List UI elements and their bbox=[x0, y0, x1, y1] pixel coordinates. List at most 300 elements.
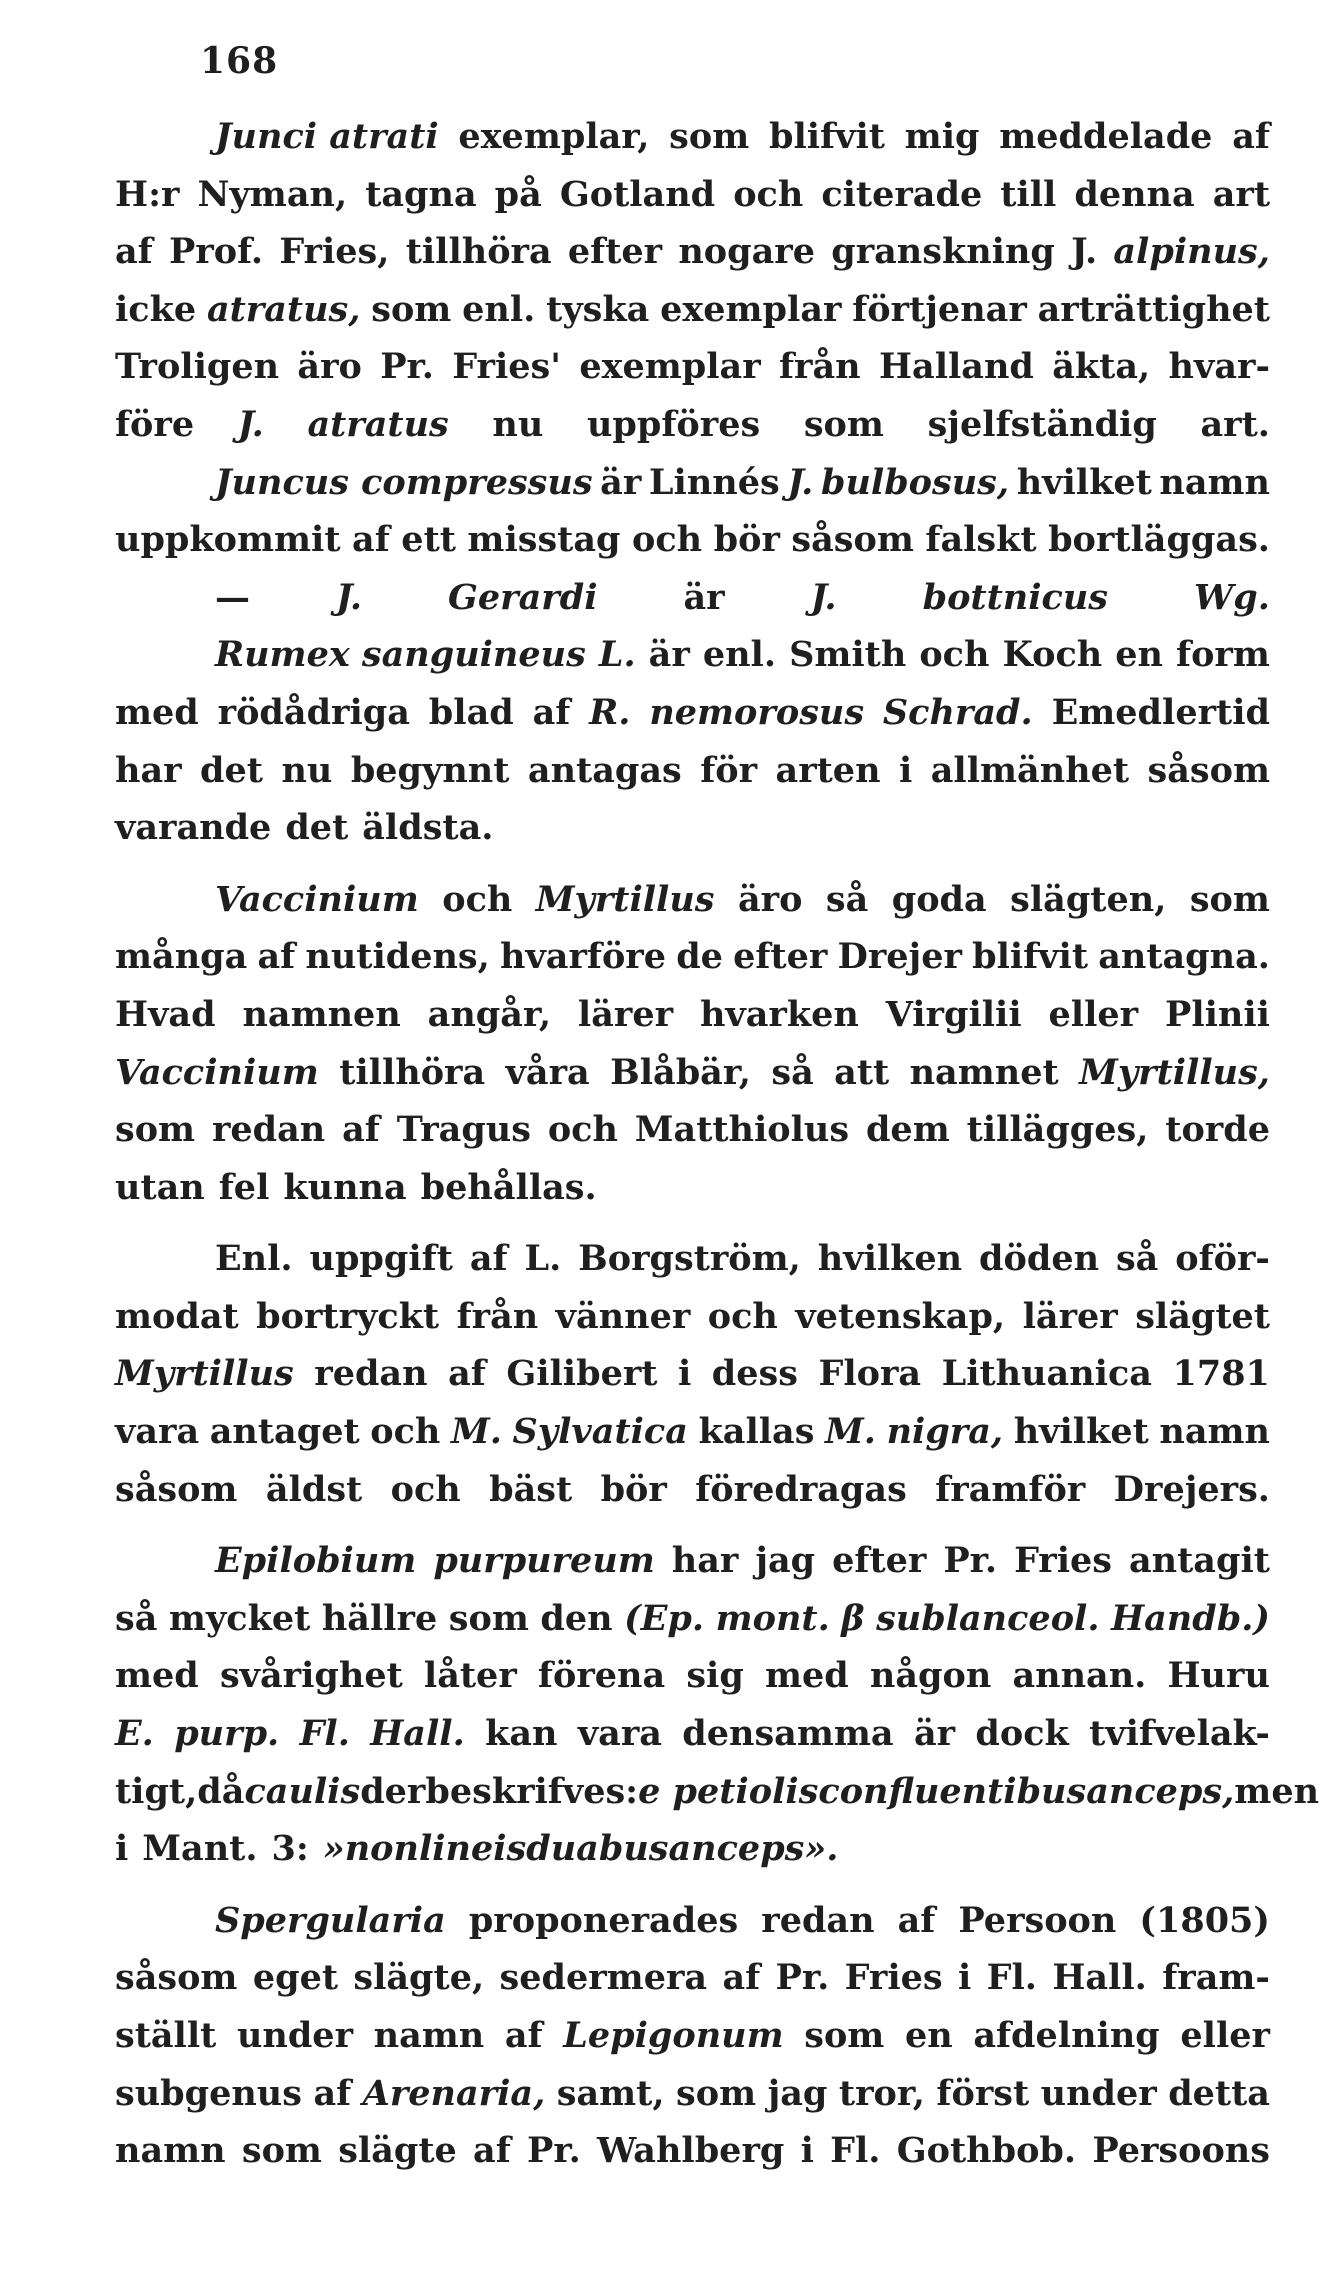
word: Tragus bbox=[396, 1109, 531, 1151]
text-line bbox=[115, 166, 1270, 224]
word: Handb.) bbox=[1111, 1597, 1270, 1639]
word: i bbox=[898, 749, 913, 791]
word: äro bbox=[297, 346, 362, 388]
word: uppkommit bbox=[115, 519, 341, 561]
word: eget bbox=[252, 1957, 339, 1999]
word: dock bbox=[975, 1713, 1069, 1755]
word: J. bbox=[335, 576, 363, 618]
word: Persoon bbox=[958, 1899, 1117, 1941]
word: af bbox=[352, 519, 390, 561]
word: R. bbox=[589, 691, 631, 733]
word: 3: bbox=[271, 1828, 309, 1870]
word: har bbox=[671, 1540, 739, 1582]
word: svårighet bbox=[219, 1655, 403, 1697]
text-line bbox=[115, 108, 1270, 166]
word: hvarföre bbox=[500, 936, 667, 978]
word: den bbox=[540, 1597, 613, 1639]
word: och bbox=[390, 1468, 461, 1510]
word: varande bbox=[115, 807, 272, 849]
word: proponerades bbox=[468, 1899, 739, 1941]
word: uppgift bbox=[309, 1238, 453, 1280]
word: i bbox=[957, 1957, 972, 1999]
word: L. bbox=[598, 634, 636, 676]
word: Flora bbox=[818, 1353, 922, 1395]
word: med bbox=[115, 691, 199, 733]
word: äkta, bbox=[1052, 346, 1151, 388]
word: citerade bbox=[821, 173, 983, 215]
word: namn bbox=[115, 2130, 226, 2172]
word: sjelfständig bbox=[927, 403, 1157, 445]
word: antaget bbox=[209, 1411, 360, 1453]
word: Blåbär, bbox=[610, 1051, 751, 1093]
word: såsom bbox=[1147, 749, 1270, 791]
word: bulbosus, bbox=[820, 461, 1010, 503]
word: tror, bbox=[838, 2072, 925, 2114]
word: nutidens, bbox=[305, 936, 490, 978]
word: hvilket bbox=[1016, 461, 1152, 503]
word: döden bbox=[979, 1238, 1100, 1280]
word: så bbox=[115, 1597, 158, 1639]
word: Hall. bbox=[370, 1713, 465, 1755]
word: under bbox=[1040, 2072, 1157, 2114]
text-line bbox=[115, 1892, 1270, 1950]
page-number: 168 bbox=[200, 40, 279, 82]
word: bäst bbox=[489, 1468, 573, 1510]
word: hvilket bbox=[1013, 1411, 1149, 1453]
word: Epilobium bbox=[215, 1540, 417, 1582]
text-line bbox=[115, 1044, 1270, 1102]
word: J. bbox=[1071, 231, 1098, 273]
word: som bbox=[804, 2015, 885, 2056]
word: såsom bbox=[115, 1468, 238, 1510]
word: lärer bbox=[577, 993, 674, 1035]
word: och bbox=[919, 634, 990, 676]
word: Fl. bbox=[299, 1713, 350, 1755]
word: Wahlberg bbox=[597, 2130, 785, 2172]
text-line bbox=[115, 396, 1270, 454]
text-line bbox=[115, 281, 1270, 339]
text-line bbox=[115, 2007, 1270, 2065]
text-line bbox=[115, 1159, 1270, 1217]
word: af bbox=[722, 1957, 761, 1999]
word: Plinii bbox=[1165, 993, 1270, 1035]
word: Spergularia bbox=[215, 1899, 446, 1941]
word: densamma bbox=[682, 1713, 894, 1755]
word: slägten, bbox=[1010, 878, 1167, 920]
word: dess bbox=[711, 1353, 798, 1395]
word: vänner bbox=[555, 1295, 691, 1337]
word: som bbox=[371, 288, 452, 330]
word: atratus, bbox=[206, 288, 361, 330]
text-line bbox=[115, 338, 1270, 396]
word: misstag bbox=[467, 519, 621, 561]
word: af bbox=[469, 1238, 508, 1280]
word: angår, bbox=[427, 993, 552, 1035]
word: äldst bbox=[265, 1468, 363, 1510]
word: exemplar bbox=[579, 346, 761, 388]
word: af bbox=[897, 1899, 936, 1941]
word: icke bbox=[115, 288, 197, 330]
text-line bbox=[115, 986, 1270, 1044]
word: falskt bbox=[925, 519, 1037, 561]
word: Emedlertid bbox=[1051, 691, 1270, 733]
word: detta bbox=[1168, 2072, 1270, 2114]
word: Fries' bbox=[452, 346, 561, 388]
text-line bbox=[115, 1230, 1270, 1288]
word: tigt, bbox=[115, 1770, 198, 1812]
word: af bbox=[473, 2130, 511, 2172]
text-line bbox=[115, 2065, 1270, 2123]
word: goda bbox=[891, 878, 987, 920]
word: någon bbox=[869, 1655, 992, 1697]
word: i bbox=[800, 2130, 814, 2172]
text-line bbox=[115, 223, 1270, 281]
word: före bbox=[115, 403, 195, 445]
word: Gilibert bbox=[506, 1353, 658, 1395]
word: blad bbox=[428, 691, 514, 733]
word: blifvit bbox=[768, 116, 885, 157]
word: som bbox=[676, 2072, 757, 2114]
word: nu bbox=[492, 403, 544, 445]
word: och bbox=[733, 173, 804, 215]
text-line bbox=[115, 1101, 1270, 1159]
word: namn bbox=[373, 2015, 485, 2056]
word: kan bbox=[485, 1713, 558, 1755]
word: mont. bbox=[715, 1597, 830, 1639]
word: tillhöra bbox=[405, 231, 552, 273]
text-line bbox=[115, 928, 1270, 986]
text-line bbox=[115, 1532, 1270, 1590]
word: bör bbox=[713, 519, 780, 561]
word: Nyman, bbox=[197, 173, 348, 215]
word: Halland bbox=[878, 346, 1034, 388]
word: Myrtillus bbox=[115, 1353, 294, 1395]
word: af bbox=[448, 1353, 486, 1395]
word: art bbox=[1212, 173, 1270, 215]
word: (1805) bbox=[1139, 1899, 1270, 1941]
word: »non bbox=[322, 1828, 419, 1870]
text-line bbox=[115, 626, 1270, 684]
word: Schrad. bbox=[882, 691, 1033, 733]
word: rödådriga bbox=[217, 691, 410, 733]
word: och bbox=[707, 1295, 778, 1337]
word: af bbox=[313, 2072, 352, 2114]
word: J. bbox=[787, 461, 814, 503]
word: från bbox=[456, 1295, 539, 1337]
word: och bbox=[547, 1109, 618, 1151]
word: Vaccinium bbox=[115, 1051, 319, 1093]
word: Borgström, bbox=[578, 1238, 801, 1280]
word: under bbox=[236, 2015, 354, 2056]
word: M. bbox=[450, 1411, 502, 1453]
word: tillägges, bbox=[966, 1109, 1149, 1151]
word: från bbox=[778, 346, 861, 388]
text-line bbox=[115, 1705, 1270, 1763]
word: anceps». bbox=[668, 1828, 839, 1870]
text-line bbox=[115, 742, 1270, 800]
word: har bbox=[115, 749, 182, 791]
word: är bbox=[683, 576, 725, 618]
word: lineis bbox=[418, 1828, 527, 1870]
word: tvifvelak- bbox=[1089, 1713, 1270, 1755]
word: på bbox=[494, 173, 542, 215]
word: tagna bbox=[365, 173, 477, 215]
word: Wg. bbox=[1193, 576, 1270, 618]
word: Pr. bbox=[775, 1957, 830, 1999]
word: exemplar bbox=[660, 288, 842, 330]
word: purp. bbox=[174, 1713, 280, 1755]
word: afdelning bbox=[973, 2015, 1160, 2056]
word: slägte, bbox=[353, 1957, 485, 1999]
word: 1781 bbox=[1172, 1353, 1270, 1395]
word: våra bbox=[505, 1051, 590, 1093]
text-line bbox=[115, 1345, 1270, 1403]
word: efter bbox=[733, 936, 828, 978]
word: som bbox=[115, 1109, 196, 1151]
text-line bbox=[115, 511, 1270, 569]
word: af bbox=[532, 691, 571, 733]
word: så bbox=[825, 878, 869, 920]
text-line bbox=[115, 1763, 1320, 1821]
word: Myrtillus, bbox=[1079, 1051, 1270, 1093]
word: fel bbox=[218, 1166, 270, 1208]
word: många bbox=[115, 936, 248, 978]
word: modat bbox=[115, 1295, 239, 1337]
word: Enl. bbox=[215, 1238, 293, 1280]
word: låter bbox=[423, 1655, 517, 1697]
word: oför- bbox=[1175, 1238, 1270, 1280]
word: alpinus, bbox=[1113, 231, 1270, 273]
text-line bbox=[115, 1403, 1270, 1461]
word: för bbox=[700, 749, 758, 791]
word: Myrtillus bbox=[535, 878, 715, 920]
word: H:r bbox=[115, 173, 180, 215]
word: ställt bbox=[115, 2015, 217, 2056]
word: Hvad bbox=[115, 993, 216, 1035]
word: med bbox=[764, 1655, 849, 1697]
word: Drejers. bbox=[1113, 1468, 1270, 1510]
word: Fries, bbox=[279, 231, 390, 273]
word: utan bbox=[115, 1166, 205, 1208]
body-text bbox=[115, 108, 1320, 2180]
word: Pr. bbox=[527, 2130, 581, 2172]
word: confluentibus bbox=[818, 1770, 1087, 1812]
word: en bbox=[1115, 634, 1163, 676]
word: antagas bbox=[527, 749, 682, 791]
word: behållas. bbox=[420, 1166, 597, 1208]
word: är bbox=[913, 1713, 956, 1755]
word: J. bbox=[237, 403, 264, 445]
word: begynnt bbox=[350, 749, 510, 791]
word: E. bbox=[115, 1713, 154, 1755]
word: och bbox=[442, 878, 513, 920]
word: det bbox=[200, 749, 263, 791]
word: Gothbob. bbox=[896, 2130, 1077, 2172]
word: Vaccinium bbox=[215, 878, 419, 920]
word: antagna. bbox=[1098, 936, 1270, 978]
word: sublanceol. bbox=[876, 1597, 1100, 1639]
word: vetenskap, bbox=[795, 1295, 1006, 1337]
word: Lepigonum bbox=[563, 2015, 784, 2056]
word: beskrifves: bbox=[425, 1770, 639, 1812]
word: arträttighet bbox=[1037, 288, 1270, 330]
word: sig bbox=[686, 1655, 744, 1697]
word: tillhöra bbox=[339, 1051, 486, 1093]
text-line bbox=[115, 799, 1270, 857]
word: granskning bbox=[831, 231, 1055, 273]
word: af bbox=[257, 936, 296, 978]
text-line bbox=[115, 1820, 1270, 1878]
word: hällre bbox=[321, 1597, 438, 1639]
word: exemplar, bbox=[458, 116, 650, 157]
text-line bbox=[115, 1590, 1270, 1648]
text-line bbox=[115, 1647, 1270, 1705]
word: af bbox=[342, 1109, 380, 1151]
word: hvilken bbox=[817, 1238, 963, 1280]
word: Huru bbox=[1167, 1655, 1270, 1697]
word: som bbox=[448, 1597, 529, 1639]
word: Persoons bbox=[1092, 2130, 1270, 2172]
word: form bbox=[1176, 634, 1270, 676]
word: nigra, bbox=[886, 1411, 1004, 1453]
word: föredragas bbox=[695, 1468, 907, 1510]
word: som bbox=[241, 2130, 322, 2172]
word: jag bbox=[755, 1540, 816, 1582]
word: Fl. bbox=[830, 2130, 881, 2172]
word: Mant. bbox=[142, 1828, 258, 1870]
word: till bbox=[1000, 173, 1057, 215]
word: L. bbox=[524, 1238, 562, 1280]
word: såsom bbox=[115, 1957, 238, 1999]
word: slägte bbox=[338, 2130, 457, 2172]
word: Drejer bbox=[837, 936, 962, 978]
word: Smith bbox=[789, 634, 907, 676]
word: Pr. bbox=[380, 346, 434, 388]
word: namn bbox=[1159, 1411, 1270, 1453]
word: af bbox=[1232, 116, 1270, 157]
word: anceps, bbox=[1086, 1770, 1235, 1812]
word: efter bbox=[832, 1540, 927, 1582]
word: med bbox=[115, 1655, 199, 1697]
word: är bbox=[600, 461, 642, 503]
word: och bbox=[370, 1411, 441, 1453]
word: antagit bbox=[1129, 1540, 1270, 1582]
word: β bbox=[841, 1597, 865, 1639]
word: äro bbox=[737, 878, 803, 920]
word: i bbox=[677, 1353, 692, 1395]
word: eller bbox=[1180, 2015, 1270, 2056]
word: Virgilii bbox=[885, 993, 1022, 1035]
text-line bbox=[115, 569, 1270, 627]
word: kallas bbox=[698, 1411, 815, 1453]
word: så bbox=[1115, 1238, 1159, 1280]
word: nemorosus bbox=[649, 691, 865, 733]
word: Junci atrati bbox=[215, 116, 439, 157]
word: som bbox=[1189, 878, 1270, 920]
word: mycket bbox=[168, 1597, 311, 1639]
word: purpureum bbox=[433, 1540, 655, 1582]
word: vara bbox=[577, 1713, 662, 1755]
text-line bbox=[115, 1288, 1270, 1346]
word: meddelade bbox=[999, 116, 1213, 157]
word: att bbox=[834, 1051, 890, 1093]
word: — bbox=[215, 576, 250, 618]
word: en bbox=[904, 2015, 953, 2056]
word: mig bbox=[904, 116, 980, 157]
word: Fries bbox=[1014, 1540, 1113, 1582]
word: namnet bbox=[909, 1051, 1059, 1093]
text-line bbox=[115, 871, 1270, 929]
word: allmänhet bbox=[930, 749, 1130, 791]
word: sedermera bbox=[499, 1957, 708, 1999]
word: namnen bbox=[242, 993, 401, 1035]
word: framför bbox=[935, 1468, 1086, 1510]
text-line bbox=[115, 1461, 1270, 1519]
word: ett bbox=[401, 519, 456, 561]
word: i bbox=[115, 1828, 129, 1870]
word: duabus bbox=[526, 1828, 669, 1870]
word: Gerardi bbox=[448, 576, 598, 618]
text-line bbox=[115, 2122, 1270, 2180]
word: tyska bbox=[546, 288, 650, 330]
word: art. bbox=[1200, 403, 1270, 445]
word: caulis bbox=[244, 1770, 361, 1812]
word: Fl. bbox=[986, 1957, 1037, 1999]
text-line bbox=[115, 684, 1270, 742]
word: efter bbox=[567, 231, 663, 273]
word: först bbox=[936, 2072, 1030, 2114]
word: men bbox=[1234, 1770, 1320, 1812]
word: enl. bbox=[462, 288, 536, 330]
word: J. bbox=[810, 576, 837, 618]
word: bortläggas. bbox=[1048, 519, 1270, 561]
word: då bbox=[197, 1770, 245, 1812]
word: atratus bbox=[307, 403, 449, 445]
word: Prof. bbox=[168, 231, 264, 273]
word: redan bbox=[761, 1899, 875, 1941]
word: Rumex sanguineus bbox=[215, 634, 586, 676]
word: bör bbox=[600, 1468, 667, 1510]
word: Troligen bbox=[115, 346, 280, 388]
word: namn bbox=[1159, 461, 1270, 503]
word: arten bbox=[775, 749, 881, 791]
word: torde bbox=[1165, 1109, 1270, 1151]
word: redan bbox=[211, 1109, 326, 1151]
word: så bbox=[771, 1051, 814, 1093]
word: kunna bbox=[283, 1166, 407, 1208]
word: slägtet bbox=[1135, 1295, 1270, 1337]
word: e petiolis bbox=[638, 1770, 819, 1812]
word: Arenaria, bbox=[362, 2072, 546, 2114]
word: Lithuanica bbox=[941, 1353, 1152, 1395]
text-line bbox=[115, 454, 1270, 512]
word: som bbox=[669, 116, 750, 157]
word: nu bbox=[281, 749, 333, 791]
word: de bbox=[676, 936, 723, 978]
word: uppföres bbox=[586, 403, 761, 445]
word: hvar- bbox=[1168, 346, 1270, 388]
text-line bbox=[115, 1949, 1270, 2007]
word: af bbox=[504, 2015, 543, 2056]
word: Fries bbox=[844, 1957, 943, 1999]
word: det bbox=[285, 807, 349, 849]
word: är bbox=[648, 634, 690, 676]
word: annan. bbox=[1012, 1655, 1147, 1697]
word: (Ep. bbox=[624, 1597, 705, 1639]
word: der bbox=[360, 1770, 426, 1812]
word: Linnés bbox=[648, 461, 780, 503]
word: förena bbox=[537, 1655, 666, 1697]
